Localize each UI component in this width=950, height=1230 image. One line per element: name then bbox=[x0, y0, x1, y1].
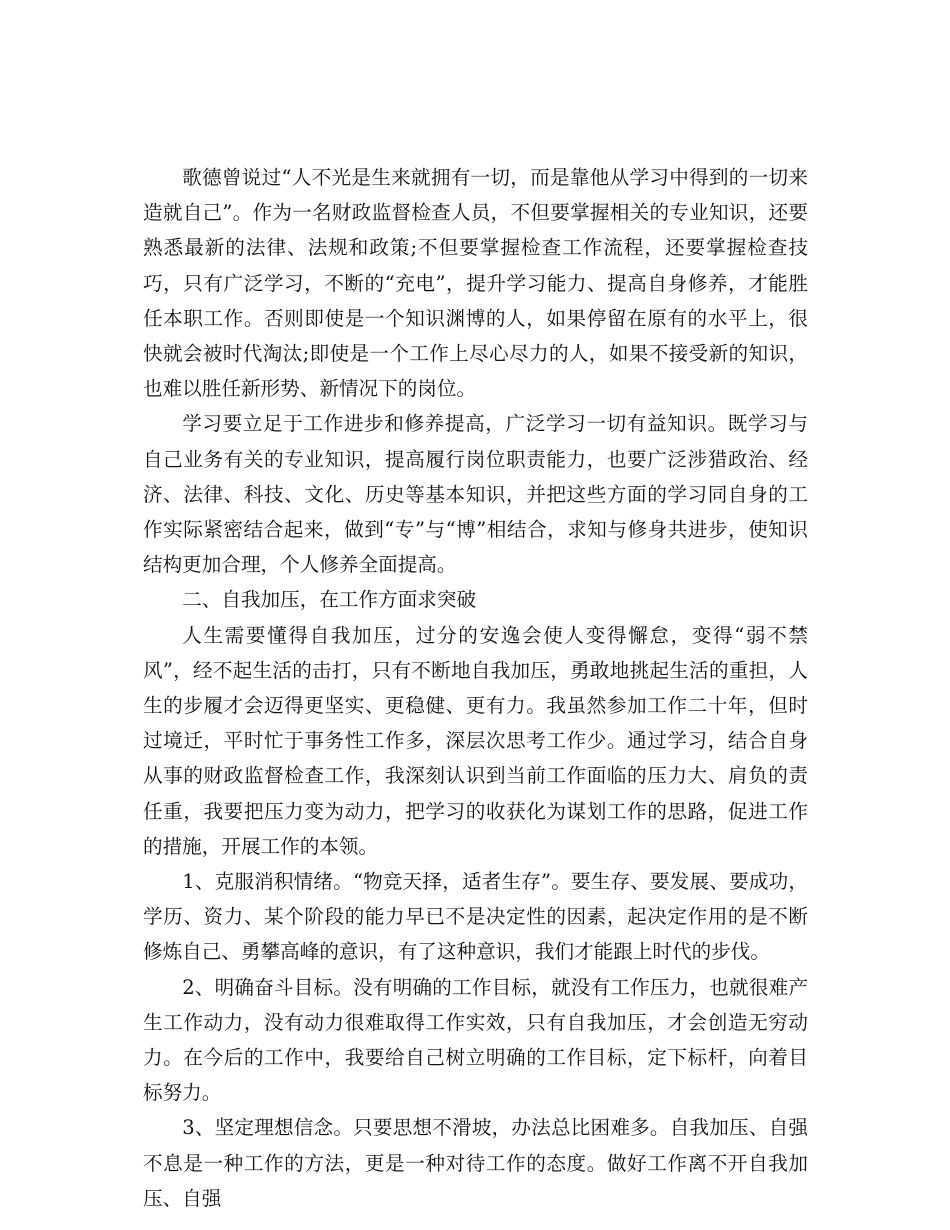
paragraph-broad-learning: 学习要立足于工作进步和修养提高，广泛学习一切有益知识。既学习与自己业务有关的专业知识，提高履行岗位职责能力，也要广泛涉猎政治、经济、法律、科技、文化、历史等基本知识，并把这些方面的学习同自身的工作实际紧密结合起来，做到“专”与“博”相结合，求知与修身共进步，使知识结构更加合理，个人修养全面提高。 bbox=[143, 412, 808, 577]
list-item-2: 2、明确奋斗目标。没有明确的工作目标，就没有工作压力，也就很难产生工作动力，没有动力很难取得工作实效，只有自我加压，才会创造无穷动力。在今后的工作中，我要给自己树立明确的工作目标，定下标杆，向着目标努力。 bbox=[143, 975, 808, 1105]
list-item-1: 1、克服消积情绪。“物竞天择，适者生存”。要生存、要发展、要成功，学历、资力、某个阶段的能力早已不是决定性的因素，起决定作用的是不断修炼自己、勇攀高峰的意识，有了这种意识，我们才能跟上时代的步伐。 bbox=[143, 870, 808, 964]
paragraph-goethe-quote: 歌德曾说过“人不光是生来就拥有一切，而是靠他从学习中得到的一切来造就自己”。作为一名财政监督检查人员，不但要掌握相关的专业知识，还要熟悉最新的法律、法规和政策;不但要掌握检查工作流程，还要掌握检查技巧，只有广泛学习，不断的“充电”，提升学习能力、提高自身修养，才能胜任本职工作。否则即使是一个知识渊博的人，如果停留在原有的水平上，很快就会被时代淘汰;即使是一个工作上尽心尽力的人，如果不接受新的知识，也难以胜任新形势、新情况下的岗位。 bbox=[143, 166, 808, 401]
list-item-3: 3、坚定理想信念。只要思想不滑坡，办法总比困难多。自我加压、自强不息是一种工作的方法，更是一种对待工作的态度。做好工作离不开自我加压、自强 bbox=[143, 1116, 808, 1210]
document-body bbox=[143, 160, 808, 1216]
paragraph-self-pressure: 人生需要懂得自我加压，过分的安逸会使人变得懈怠，变得“弱不禁风”，经不起生活的击打，只有不断地自我加压，勇敢地挑起生活的重担，人生的步履才会迈得更坚实、更稳健、更有力。我虽然参加工作二十年，但时过境迁，平时忙于事务性工作多，深层次思考工作少。通过学习，结合自身从事的财政监督检查工作，我深刻认识到当前工作面临的压力大、肩负的责任重，我要把压力变为动力，把学习的收获化为谋划工作的思路，促进工作的措施，开展工作的本领。 bbox=[143, 623, 808, 858]
section-heading-self-pressure: 二、自我加压，在工作方面求突破 bbox=[182, 588, 477, 612]
